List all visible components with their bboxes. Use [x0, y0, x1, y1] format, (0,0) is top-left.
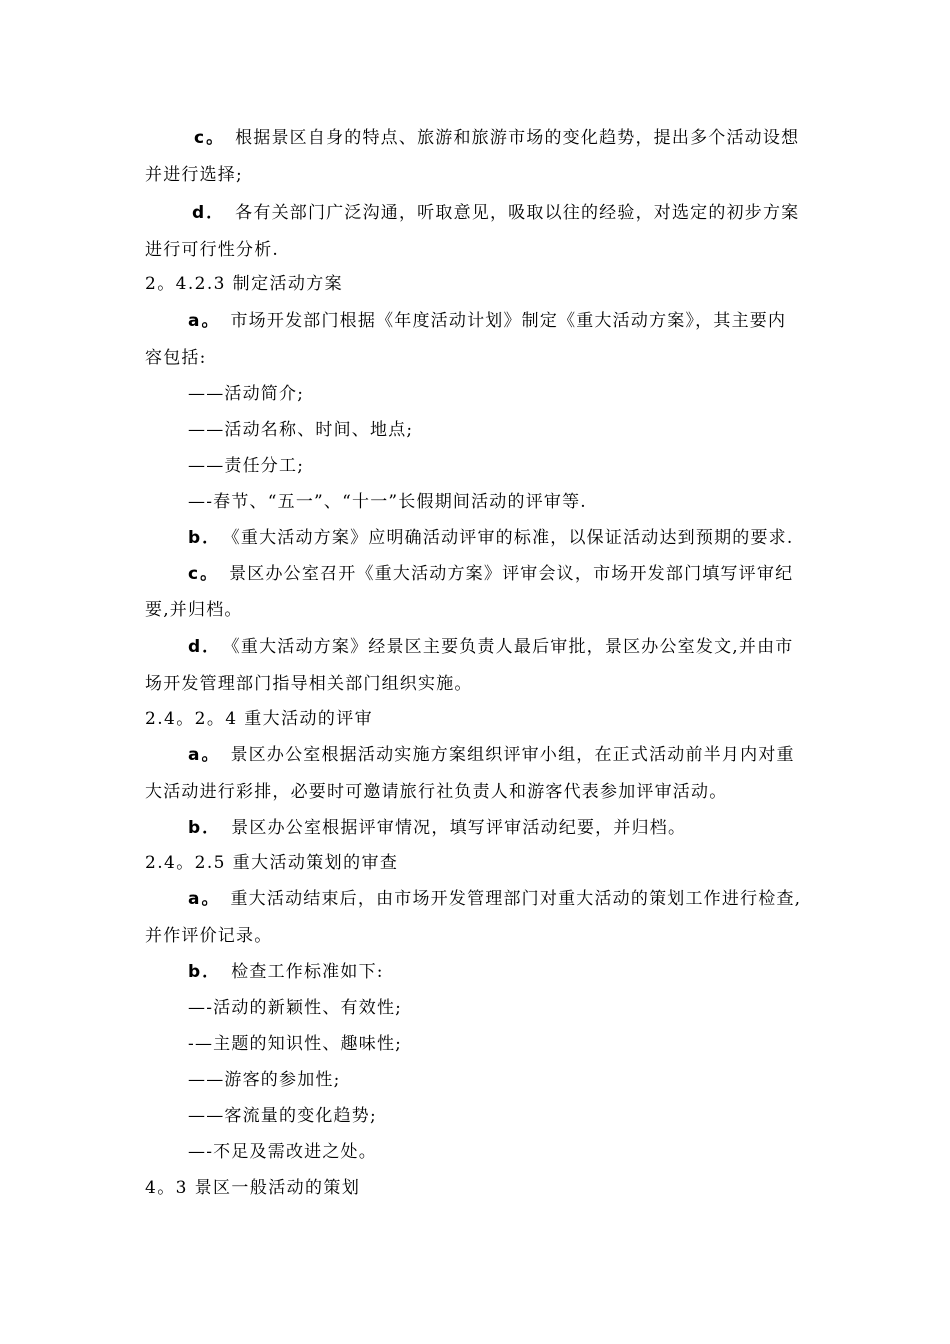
item-label: b．	[188, 962, 222, 982]
list-item: ——责任分工;	[188, 456, 305, 476]
para-d-line1: d． 各有关部门广泛沟通，听取意见，吸取以往的经验，对选定的初步方案	[192, 203, 800, 223]
section-heading-43: 4。3 景区一般活动的策划	[145, 1178, 361, 1198]
para-c2-line2: 要,并归档。	[145, 600, 243, 620]
list-item: —-不足及需改进之处。	[188, 1142, 377, 1162]
item-label: a。	[188, 745, 221, 765]
para-b3: b． 检查工作标准如下:	[188, 962, 384, 982]
para-a2-line2: 大活动进行彩排，必要时可邀请旅行社负责人和游客代表参加评审活动。	[145, 782, 728, 802]
para-a2-line1: a。 景区办公室根据活动实施方案组织评审小组，在正式活动前半月内对重	[188, 745, 795, 765]
list-item: ——客流量的变化趋势;	[188, 1106, 377, 1126]
para-c-line2: 并进行选择;	[145, 165, 243, 185]
list-item: -—主题的知识性、趣味性;	[188, 1034, 403, 1054]
item-label: a。	[188, 311, 221, 331]
para-a-line1: a。 市场开发部门根据《年度活动计划》制定《重大活动方案》，其主要内	[188, 311, 787, 331]
item-label: b．	[188, 528, 222, 548]
para-a3-line1: a。 重大活动结束后，由市场开发管理部门对重大活动的策划工作进行检查,	[188, 889, 802, 909]
para-d-line2: 进行可行性分析.	[145, 240, 280, 260]
para-c2-line1: c。 景区办公室召开《重大活动方案》评审会议，市场开发部门填写评审纪	[188, 564, 794, 584]
list-item: ——活动名称、时间、地点;	[188, 420, 414, 440]
item-label: a。	[188, 889, 221, 909]
para-a3-line2: 并作评价记录。	[145, 926, 273, 946]
section-heading-2425: 2.4。2.5 重大活动策划的审查	[145, 853, 399, 873]
item-label: c。	[188, 564, 220, 584]
para-b: b． 《重大活动方案》应明确活动评审的标准，以保证活动达到预期的要求.	[188, 528, 794, 548]
para-d2-line2: 场开发管理部门指导相关部门组织实施。	[145, 674, 473, 694]
para-a-line2: 容包括:	[145, 348, 207, 368]
section-heading-2424: 2.4。2。4 重大活动的评审	[145, 709, 374, 729]
list-item: —-春节、“五一”、“十一”长假期间活动的评审等.	[188, 492, 587, 512]
list-item: ——活动简介;	[188, 384, 305, 404]
list-item: —-活动的新颖性、有效性;	[188, 998, 403, 1018]
para-b2: b． 景区办公室根据评审情况，填写评审活动纪要，并归档。	[188, 818, 687, 838]
para-d2-line1: d． 《重大活动方案》经景区主要负责人最后审批，景区办公室发文,并由市	[188, 637, 794, 657]
para-c-line1: c。 根据景区自身的特点、旅游和旅游市场的变化趋势，提出多个活动设想	[194, 128, 800, 148]
item-label: b．	[188, 818, 222, 838]
list-item: ——游客的参加性;	[188, 1070, 341, 1090]
section-heading-2423: 2。4.2.3 制定活动方案	[145, 274, 344, 294]
item-label: d．	[192, 203, 226, 223]
item-label: c。	[194, 128, 226, 148]
item-label: d．	[188, 637, 222, 657]
